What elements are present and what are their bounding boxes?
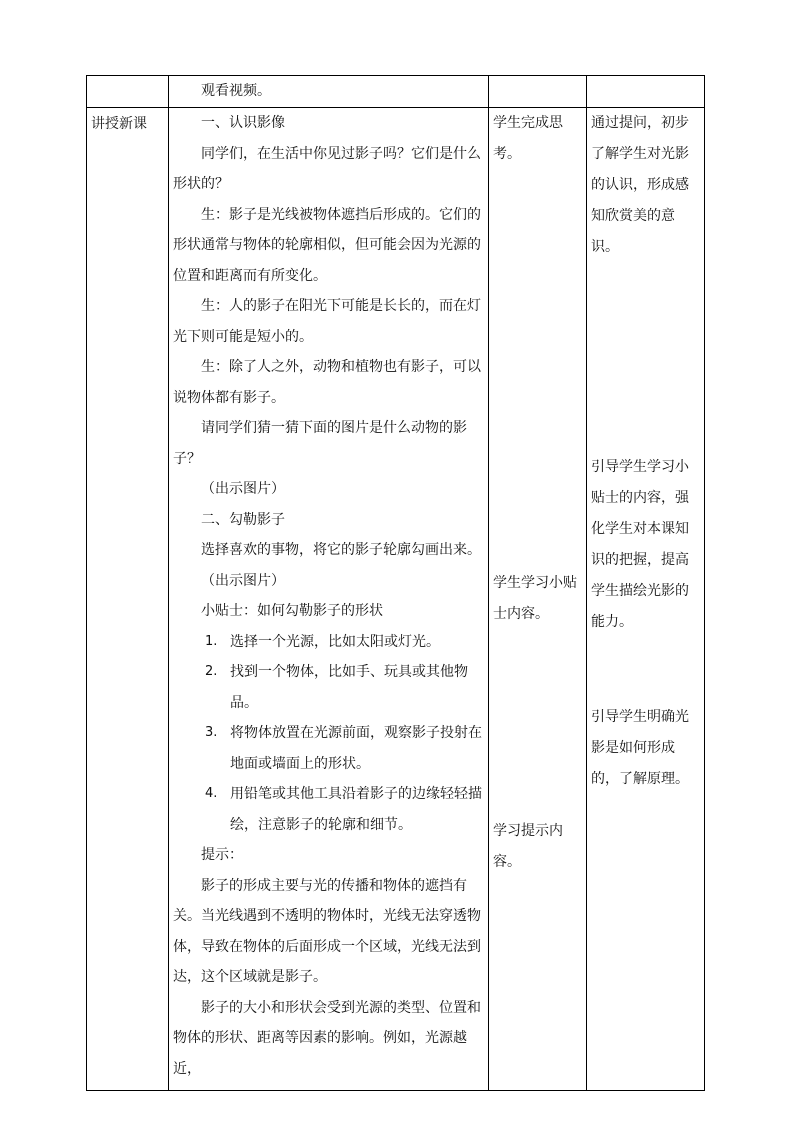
tips-title: 小贴士：如何勾勒影子的形状 <box>201 603 383 619</box>
list-text: 将物体放置在光源前面，观察影子投射在地面或墙面上的形状。 <box>230 725 482 772</box>
cell-video-content <box>169 76 489 108</box>
guess-animal-prompt: 请同学们猜一猜下面的图片是什么动物的影子？ <box>173 420 467 467</box>
design-intent-2: 引导学生学习小贴士的内容，强化学生对本课知识的把握，提高学生描绘光影的能力。 <box>591 459 689 630</box>
hint-title: 提示： <box>201 847 243 863</box>
table-row-video <box>87 76 705 108</box>
cell-design-intent <box>587 108 705 1091</box>
student-activity-2: 学生学习小贴士内容。 <box>493 575 577 622</box>
list-number: 3. <box>205 725 218 740</box>
student-answer-2: 生：人的影子在阳光下可能是长长的，而在灯光下则可能是短小的。 <box>173 298 481 345</box>
show-picture-1: （出示图片） <box>201 481 285 497</box>
show-picture-2: （出示图片） <box>201 572 285 589</box>
student-activity-3: 学习提示内容。 <box>493 823 563 870</box>
question-shadow-shape: 同学们，在生活中你见过影子吗？它们是什么形状的？ <box>173 145 481 192</box>
list-item <box>173 718 488 779</box>
table-row-new-lesson <box>87 108 705 1091</box>
heading-outline-shadow: 二、勾勒影子 <box>201 511 285 528</box>
cell-section-label <box>87 108 169 1091</box>
heading-recognize-shadow: 一、认识影像 <box>201 115 285 131</box>
list-item <box>173 657 488 718</box>
hint-paragraph-1: 影子的形成主要与光的传播和物体的遮挡有关。当光线遇到不透明的物体时，光线无法穿透物体，导致在物体的后面形成一个区域，光线无法到达，这个区域就是影子。 <box>173 877 481 985</box>
design-intent-1: 通过提问，初步了解学生对光影的认识，形成感知欣赏美的意识。 <box>591 115 689 255</box>
list-text: 找到一个物体，比如手、玩具或其他物品。 <box>230 664 468 711</box>
video-text: 观看视频。 <box>201 83 271 99</box>
student-activity-column <box>493 108 584 878</box>
choose-object-instruction: 选择喜欢的事物，将它的影子轮廓勾画出来。 <box>201 542 481 558</box>
main-content <box>173 108 488 1084</box>
section-label: 讲授新课 <box>91 116 147 132</box>
hint-paragraph-2: 影子的大小和形状会受到光源的类型、位置和物体的形状、距离等因素的影响。例如，光源越近， <box>173 999 481 1077</box>
list-item <box>173 779 488 840</box>
lesson-plan-table <box>86 75 705 1091</box>
student-activity-1: 学生完成思考。 <box>493 115 563 162</box>
list-text: 选择一个光源，比如太阳或灯光。 <box>230 633 440 650</box>
list-number: 1. <box>205 633 218 649</box>
student-answer-3: 生：除了人之外，动物和植物也有影子，可以说物体都有影子。 <box>173 359 481 406</box>
cell-empty-intent <box>587 76 705 108</box>
cell-student-activity <box>489 108 587 1091</box>
cell-empty-label <box>87 76 169 108</box>
list-number: 2. <box>205 664 218 679</box>
list-item <box>173 627 488 658</box>
design-intent-3: 引导学生明确光影是如何形成的，了解原理。 <box>591 709 689 787</box>
list-number: 4. <box>205 786 218 801</box>
cell-main-content <box>169 108 489 1091</box>
design-intent-column <box>591 108 702 795</box>
cell-empty-activity <box>489 76 587 108</box>
list-text: 用铅笔或其他工具沿着影子的边缘轻轻描绘，注意影子的轮廓和细节。 <box>230 786 482 833</box>
student-answer-1: 生：影子是光线被物体遮挡后形成的。它们的形状通常与物体的轮廓相似，但可能会因为光源的位置和距离而有所变化。 <box>173 206 481 284</box>
